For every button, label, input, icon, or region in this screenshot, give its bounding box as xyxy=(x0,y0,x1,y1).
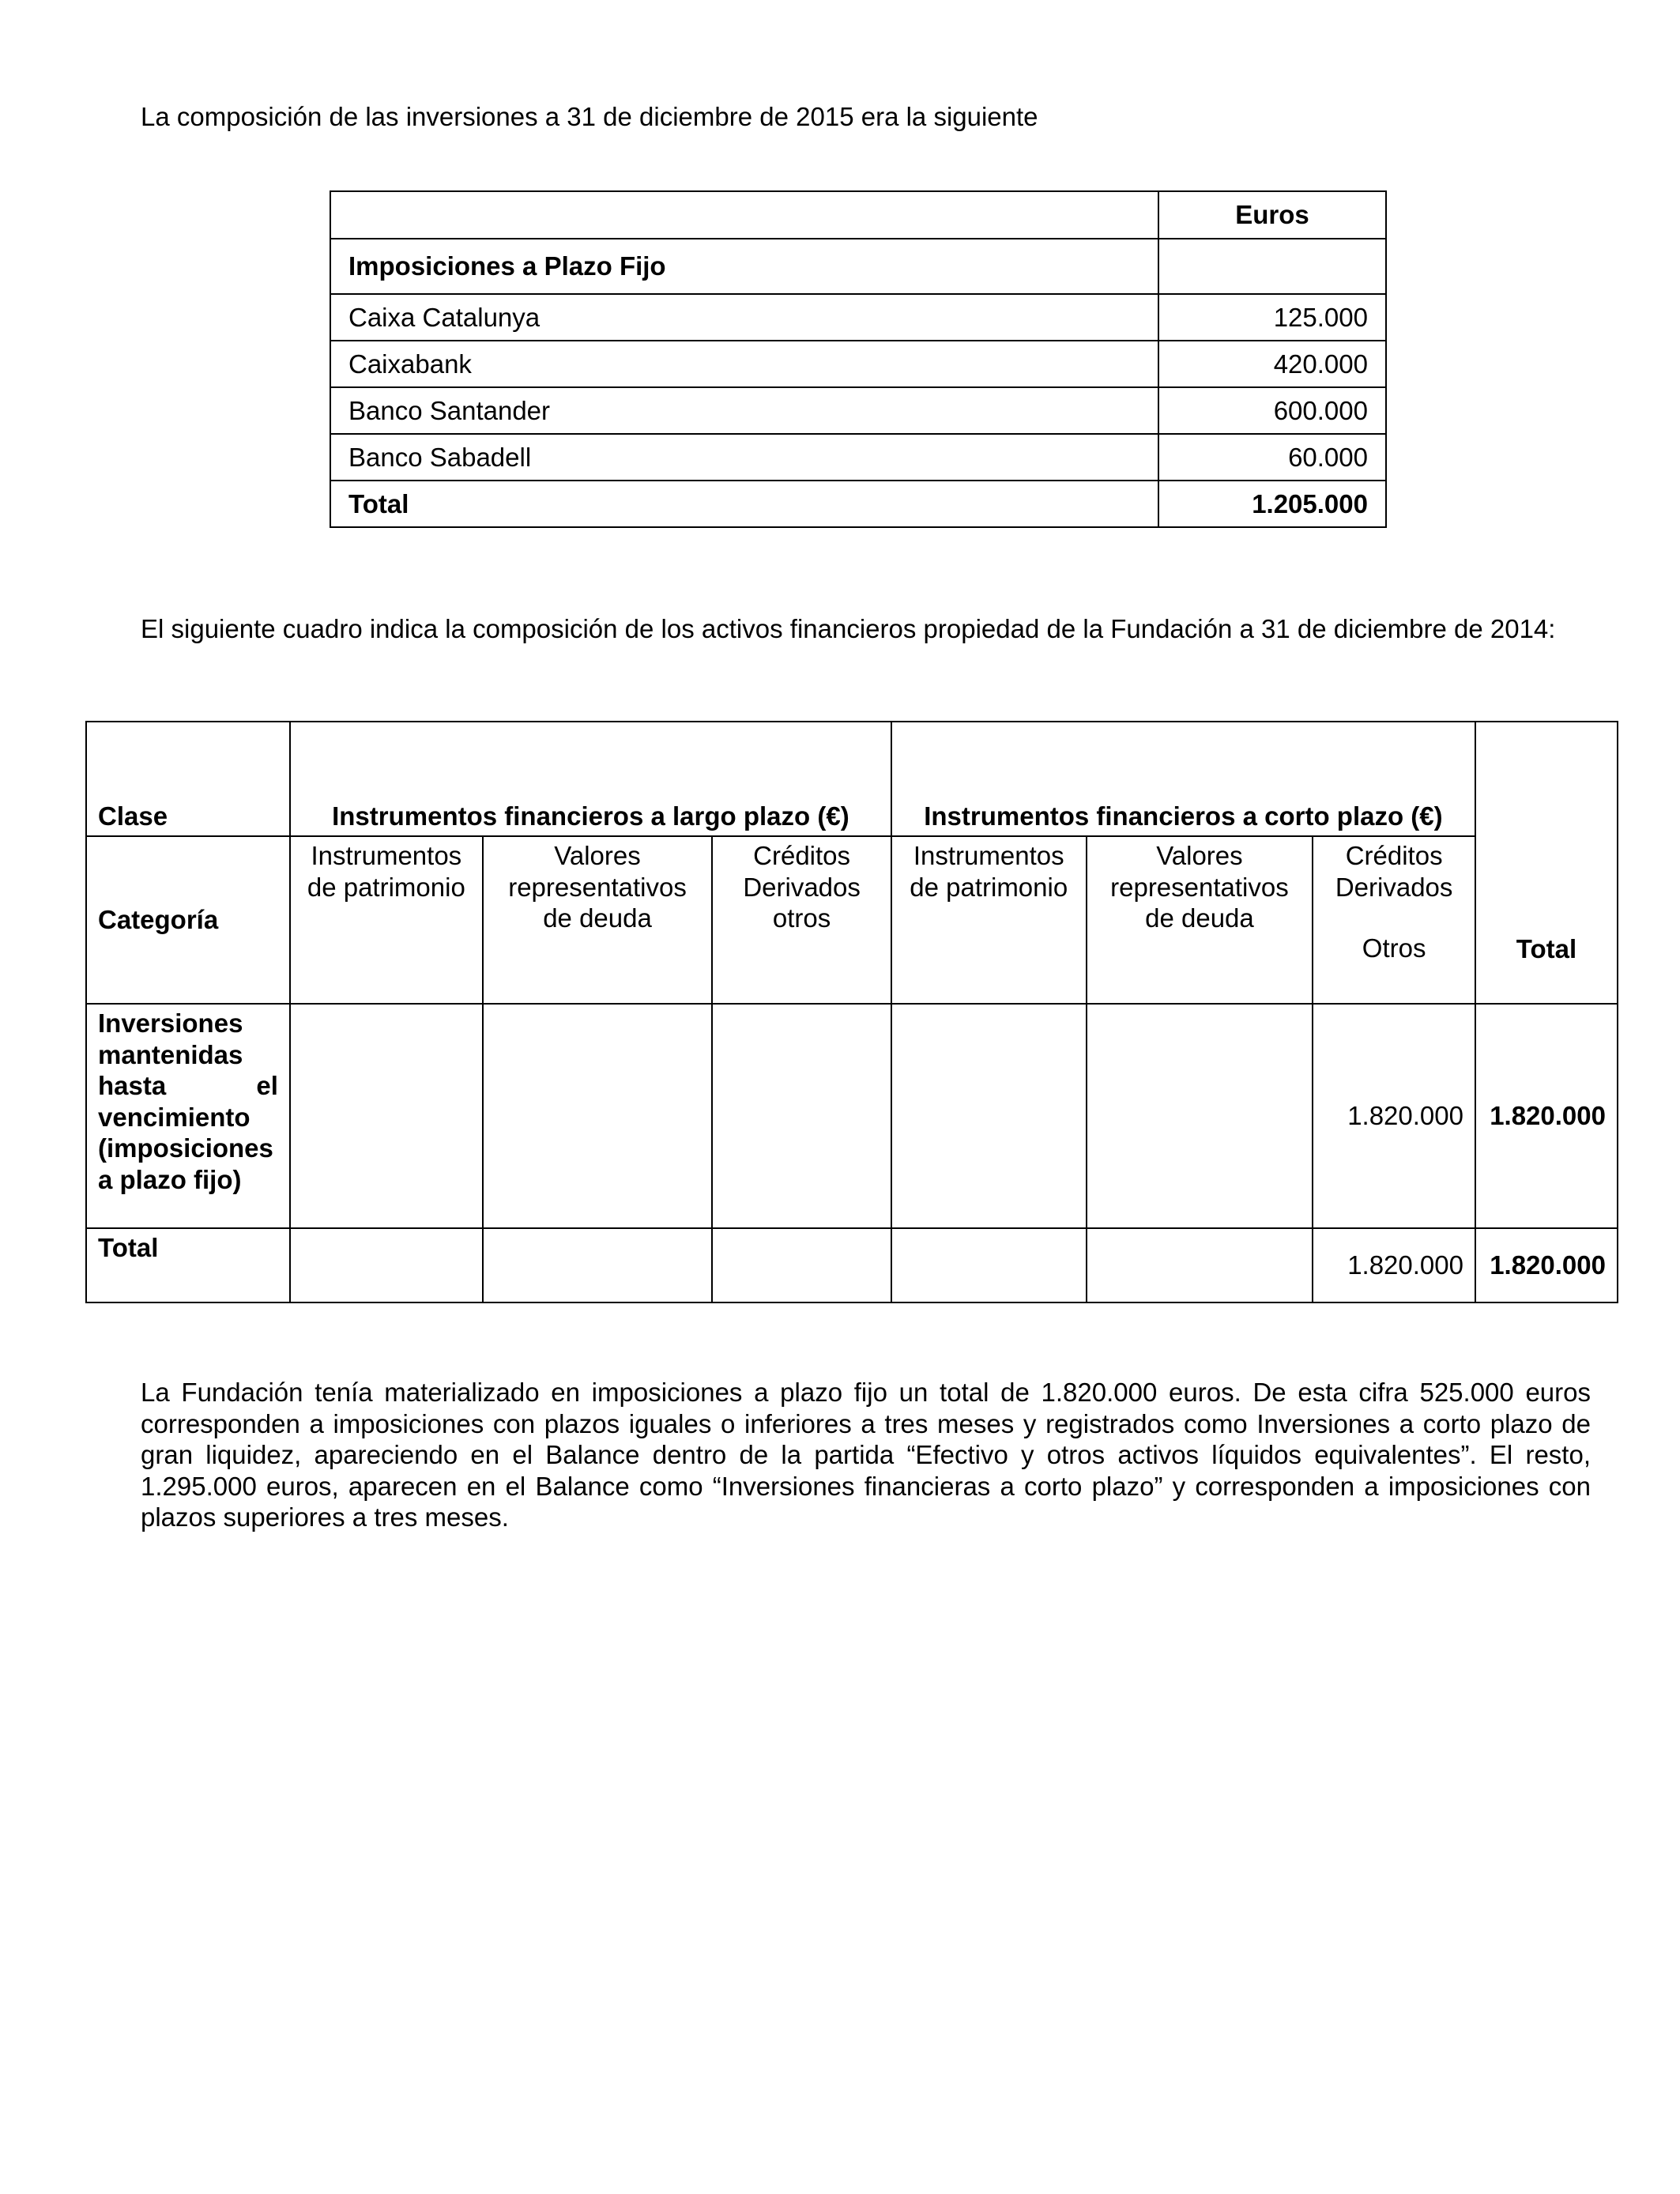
cp-creditos-label: Créditos Derivados xyxy=(1335,841,1453,902)
grand-total-value: 1.820.000 xyxy=(1475,1228,1618,1302)
empty-cell xyxy=(891,1228,1087,1302)
total-row-label: Total xyxy=(86,1228,290,1302)
euros-header: Euros xyxy=(1158,191,1386,239)
cp-creditos-value: 1.820.000 xyxy=(1313,1004,1475,1228)
cp-otros-label: Otros xyxy=(1362,933,1426,963)
table-row xyxy=(330,481,1386,527)
bank-name: Caixa Catalunya xyxy=(330,294,1158,341)
bank-name: Banco Sabadell xyxy=(330,434,1158,481)
header-empty-cell xyxy=(330,191,1158,239)
bank-name: Caixabank xyxy=(330,341,1158,387)
total-label: Total xyxy=(330,481,1158,527)
table-row xyxy=(330,294,1386,341)
empty-cell xyxy=(290,1004,483,1228)
total-amount: 1.205.000 xyxy=(1158,481,1386,527)
closing-paragraph: La Fundación tenía materializado en imposiciones a plazo fijo un total de 1.820.000 euros. De esta cifra 525.000 euros corresponden a imposiciones con plazos iguales o inferiores a tres meses y registrados como Inversiones a corto plazo de gran liquidez, apareciendo en el Balance dentro de la partida “Efectivo y otros activos líquidos equivalentes”. El resto, 1.295.000 euros, aparecen en el Balance como “Inversiones financieras a corto plazo” y corresponden a imposiciones con plazos superiores a tres meses. xyxy=(141,1378,1591,1532)
intro-2015-paragraph: La composición de las inversiones a 31 de diciembre de 2015 era la siguiente xyxy=(141,102,1038,131)
row-total-value: 1.820.000 xyxy=(1475,1004,1618,1228)
empty-cell xyxy=(712,1004,891,1228)
inversiones-label: Inversiones mantenidas hasta el vencimiento (imposiciones a plazo fijo) xyxy=(86,1004,290,1228)
corto-plazo-header: Instrumentos financieros a corto plazo (€) xyxy=(891,722,1475,836)
bank-amount: 60.000 xyxy=(1158,434,1386,481)
financial-assets-2014-table xyxy=(85,721,1618,1303)
table-row xyxy=(330,387,1386,434)
total-cp-creditos-value: 1.820.000 xyxy=(1313,1228,1475,1302)
cp-creditos-header xyxy=(1313,836,1475,1004)
bank-amount: 125.000 xyxy=(1158,294,1386,341)
empty-cell xyxy=(712,1228,891,1302)
bank-name: Banco Santander xyxy=(330,387,1158,434)
total-header: Total xyxy=(1475,722,1618,1004)
table-row xyxy=(330,434,1386,481)
categoria-label: Categoría xyxy=(86,836,290,1004)
largo-plazo-header: Instrumentos financieros a largo plazo (€) xyxy=(290,722,891,836)
section-label: Imposiciones a Plazo Fijo xyxy=(330,239,1158,294)
bank-amount: 420.000 xyxy=(1158,341,1386,387)
table-row xyxy=(86,1004,1618,1228)
table-row xyxy=(330,239,1386,294)
empty-cell xyxy=(891,1004,1087,1228)
empty-cell xyxy=(483,1004,713,1228)
table-row xyxy=(86,1228,1618,1302)
table-row xyxy=(86,722,1618,836)
clase-label: Clase xyxy=(86,722,290,836)
intro-2014-paragraph: El siguiente cuadro indica la composición de los activos financieros propiedad de la Fundación a 31 de diciembre de 2014: xyxy=(141,614,1556,643)
lp-deuda-header: Valores representativos de deuda xyxy=(483,836,713,1004)
empty-cell xyxy=(483,1228,713,1302)
cp-deuda-header: Valores representativos de deuda xyxy=(1087,836,1313,1004)
cp-patrimonio-header: Instrumentos de patrimonio xyxy=(891,836,1087,1004)
bank-amount: 600.000 xyxy=(1158,387,1386,434)
table-row xyxy=(330,341,1386,387)
empty-cell xyxy=(1087,1228,1313,1302)
table-row xyxy=(86,836,1618,1004)
empty-cell xyxy=(290,1228,483,1302)
investments-2015-table xyxy=(330,190,1387,528)
lp-creditos-header: Créditos Derivados otros xyxy=(712,836,891,1004)
lp-patrimonio-header: Instrumentos de patrimonio xyxy=(290,836,483,1004)
table-row xyxy=(330,191,1386,239)
section-empty-cell xyxy=(1158,239,1386,294)
empty-cell xyxy=(1087,1004,1313,1228)
